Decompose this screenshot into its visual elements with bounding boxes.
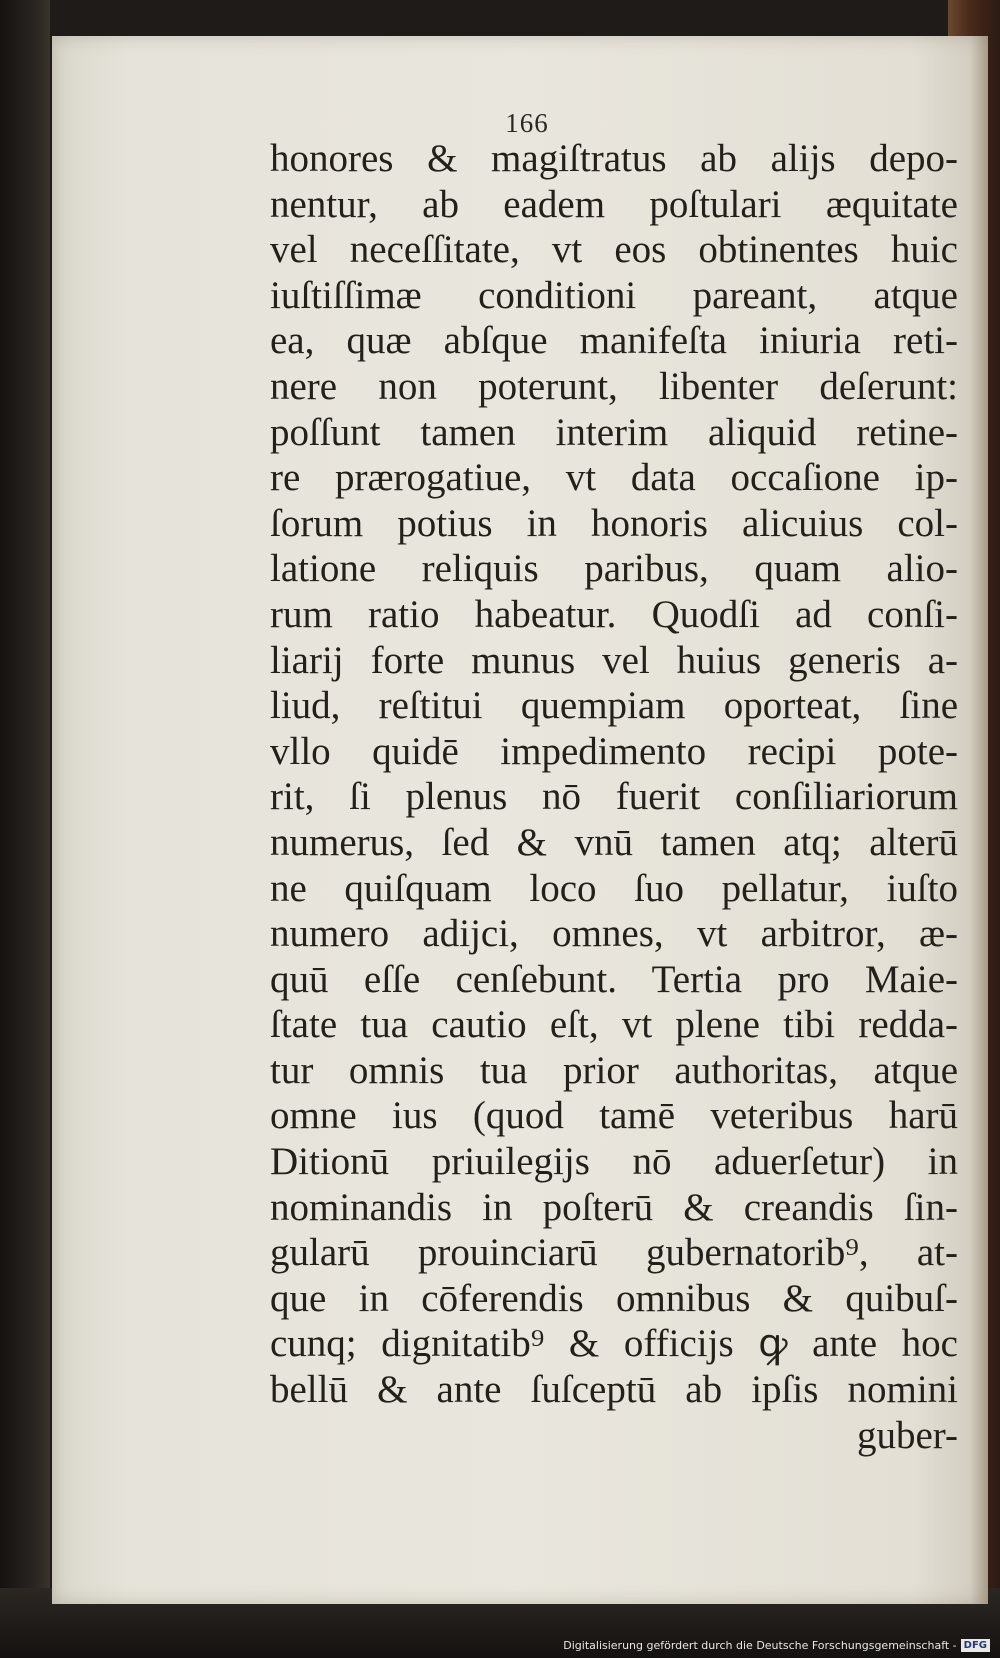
text-line: tur omnis tua prior authoritas, atque: [270, 1048, 958, 1092]
text-line: ne quiſquam loco ſuo pellatur, iuſto: [270, 866, 958, 910]
text-line: liud, reſtitui quempiam oporteat, ſine: [270, 684, 958, 728]
text-line: honores & magiſtratus ab alijs depo-: [270, 137, 958, 180]
text-line: nentur, ab eadem poſtulari æquitate: [270, 182, 958, 226]
text-line: numero adijci, omnes, vt arbitror, æ-: [270, 912, 958, 956]
text-line: cunq; dignitatib⁹ & officijs ꝙ ante hoc: [270, 1322, 958, 1366]
page-edge-shadow: [970, 36, 988, 1604]
dfg-logo: DFG: [961, 1639, 990, 1652]
text-line: re prærogatiue, vt data occaſione ip-: [270, 456, 958, 500]
text-line: guber-: [856, 1413, 958, 1457]
text-line: rum ratio habeatur. Quodſi ad conſi-: [270, 592, 958, 636]
book-page: [52, 36, 988, 1604]
text-line: iuſtiſſimæ conditioni pareant, atque: [270, 273, 958, 317]
text-line: omne ius (quod tamē veteribus harū: [270, 1094, 958, 1138]
text-line: nere non poterunt, libenter deſerunt:: [270, 364, 958, 408]
text-line: Ditionū priuilegijs nō aduerſetur) in: [270, 1140, 958, 1184]
digitization-credit: [563, 1639, 990, 1652]
text-line: ſorum potius in honoris alicuius col-: [270, 501, 958, 545]
text-line: gularū prouinciarū gubernatorib⁹, at-: [270, 1231, 958, 1275]
page-text-block: [270, 136, 958, 1458]
text-line: latione reliquis paribus, quam alio-: [270, 547, 958, 591]
text-line: nominandis in poſterū & creandis ſin-: [270, 1185, 958, 1229]
text-line: ſtate tua cautio eſt, vt plene tibi redda-: [270, 1003, 958, 1047]
text-line: vllo quidē impedimento recipi pote-: [270, 729, 958, 773]
text-line: quū eſſe cenſebunt. Tertia pro Maie-: [270, 957, 958, 1001]
text-line: bellū & ante ſuſceptū ab ipſis nomini: [270, 1368, 958, 1412]
text-line: vel neceſſitate, vt eos obtinentes huic: [270, 228, 958, 272]
text-line: rit, ſi plenus nō fuerit conſiliariorum: [270, 775, 958, 819]
text-line: que in cōferendis omnibus & quibuſ-: [270, 1276, 958, 1320]
text-line: ea, quæ abſque manifeſta iniuria reti-: [270, 319, 958, 363]
page-number: 166: [505, 108, 549, 138]
text-line: numerus, ſed & vnū tamen atq; alterū: [270, 820, 958, 864]
text-line: poſſunt tamen interim aliquid retine-: [270, 410, 958, 454]
scan-background-left: [0, 0, 50, 1658]
credit-text: Digitalisierung gefördert durch die Deutsche Forschungsgemeinschaft -: [563, 1639, 957, 1652]
text-line: liarij forte munus vel huius generis a-: [270, 638, 958, 682]
